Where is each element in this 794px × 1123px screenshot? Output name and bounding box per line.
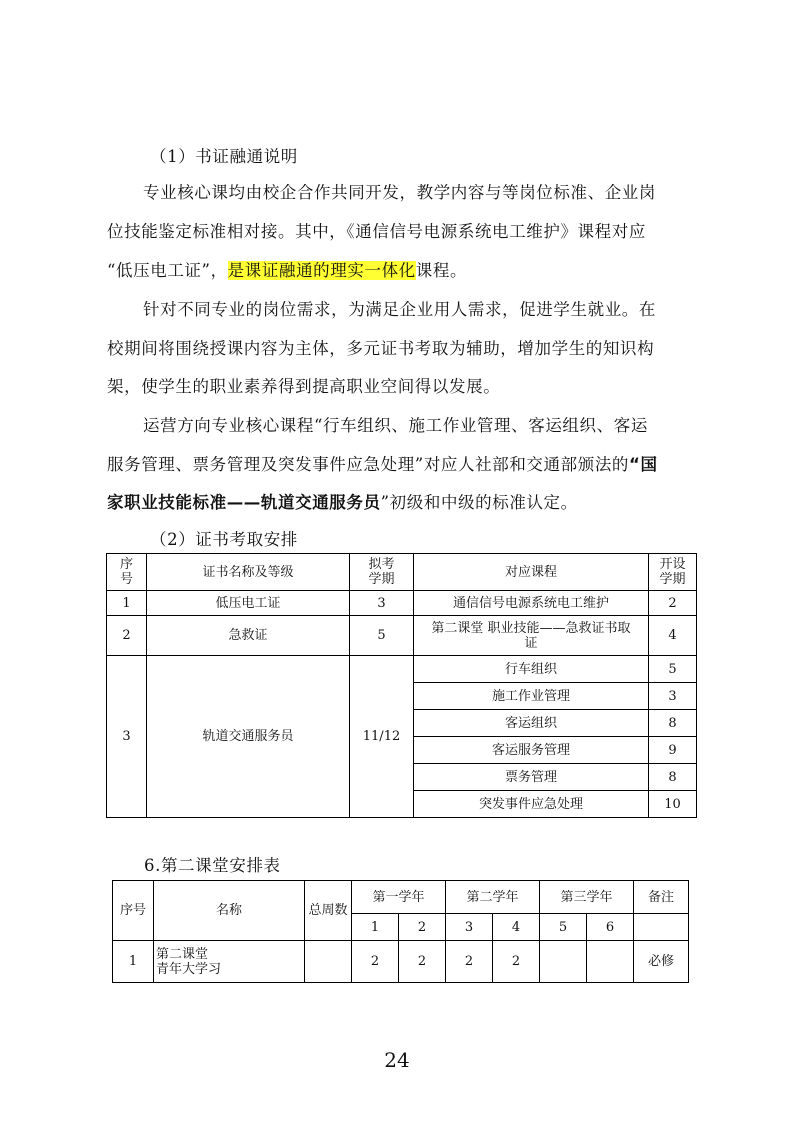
cell: 低压电工证 <box>147 591 350 616</box>
cell: 9 <box>649 737 697 764</box>
table-header-row <box>113 881 689 914</box>
cell: 通信信号电源系统电工维护 <box>414 591 649 616</box>
cell <box>587 941 634 983</box>
highlighted-text: 是课证融通的理实一体化 <box>227 261 416 280</box>
section-heading-2: （2）证书考取安排 <box>150 530 298 549</box>
cell: 1 <box>113 941 154 983</box>
header-cell: 1 <box>352 914 399 941</box>
header-cell: 6 <box>587 914 634 941</box>
cell: 突发事件应急处理 <box>414 791 649 818</box>
cell: 2 <box>649 591 697 616</box>
header-cell: 第三学年 <box>540 881 634 914</box>
table-row <box>107 591 697 616</box>
cell: 轨道交通服务员 <box>147 656 350 818</box>
table-row <box>107 616 697 656</box>
text-span: ”初级和中级的标准认定。 <box>380 493 578 512</box>
paragraph-line: 运营方向专业核心课程“行车组织、施工作业管理、客运组织、客运 <box>143 416 648 435</box>
cell <box>305 941 352 983</box>
header-cell: 第二学年 <box>446 881 540 914</box>
text-span: 服务管理、票务管理及突发事件应急处理”对应人社部和交通部颁法的 <box>107 455 630 474</box>
cell: 2 <box>446 941 493 983</box>
paragraph-line: 架，使学生的职业素养得到提高职业空间得以发展。 <box>107 377 501 396</box>
header-cell: 开设 学期 <box>649 554 697 591</box>
page-number: 24 <box>384 1048 410 1072</box>
cell: 客运组织 <box>414 710 649 737</box>
cell: 5 <box>649 656 697 683</box>
header-cell: 序号 <box>113 881 154 941</box>
table-row <box>113 941 689 983</box>
cell: 10 <box>649 791 697 818</box>
table-header-row <box>107 554 697 591</box>
section-heading-1: （1）书证融通说明 <box>150 147 298 166</box>
cell: 3 <box>107 656 147 818</box>
bold-text: 家职业技能标准——轨道交通服务员 <box>107 493 381 512</box>
cell: 2 <box>399 941 446 983</box>
cell: 客运服务管理 <box>414 737 649 764</box>
cell: 3 <box>649 683 697 710</box>
cell: 5 <box>350 616 414 656</box>
section-heading-3: 6.第二课堂安排表 <box>144 856 281 875</box>
header-cell: 第一学年 <box>352 881 446 914</box>
cell: 第二课堂 青年大学习 <box>154 941 305 983</box>
header-cell: 备注 <box>634 881 689 914</box>
cell: 行车组织 <box>414 656 649 683</box>
cell <box>540 941 587 983</box>
paragraph-line: 针对不同专业的岗位需求，为满足企业用人需求，促进学生就业。在 <box>143 300 656 319</box>
text-span: “低压电工证”， <box>107 261 228 280</box>
header-cell: 总周数 <box>305 881 352 941</box>
header-cell: 序 号 <box>107 554 147 591</box>
header-cell: 2 <box>399 914 446 941</box>
paragraph-line <box>107 493 697 513</box>
cell: 急救证 <box>147 616 350 656</box>
paragraph-line <box>107 455 697 475</box>
cell: 2 <box>107 616 147 656</box>
cell: 2 <box>352 941 399 983</box>
cell: 票务管理 <box>414 764 649 791</box>
table-row <box>107 656 697 683</box>
cell: 8 <box>649 764 697 791</box>
cell: 11/12 <box>350 656 414 818</box>
paragraph-line <box>107 261 697 281</box>
header-cell: 3 <box>446 914 493 941</box>
header-cell: 证书名称及等级 <box>147 554 350 591</box>
text-span: 课程。 <box>415 261 468 280</box>
paragraph-line: 位技能鉴定标准相对接。其中，《通信信号电源系统电工维护》课程对应 <box>107 222 646 241</box>
cell: 1 <box>107 591 147 616</box>
cell: 3 <box>350 591 414 616</box>
header-cell: 拟考 学期 <box>350 554 414 591</box>
certificate-table <box>106 553 697 818</box>
header-cell: 4 <box>493 914 540 941</box>
header-cell: 名称 <box>154 881 305 941</box>
cell: 2 <box>493 941 540 983</box>
header-cell: 对应课程 <box>414 554 649 591</box>
second-classroom-table <box>112 880 689 983</box>
cell: 4 <box>649 616 697 656</box>
cell: 必修 <box>634 941 689 983</box>
cell: 8 <box>649 710 697 737</box>
header-cell <box>634 914 689 941</box>
cell: 施工作业管理 <box>414 683 649 710</box>
header-cell: 5 <box>540 914 587 941</box>
paragraph-line: 专业核心课均由校企合作共同开发，教学内容与等岗位标准、企业岗 <box>143 183 656 202</box>
paragraph-line: 校期间将围绕授课内容为主体，多元证书考取为辅助，增加学生的知识构 <box>107 339 655 358</box>
cell: 第二课堂 职业技能——急救证书取 证 <box>414 616 649 656</box>
bold-text: “国 <box>629 455 658 474</box>
